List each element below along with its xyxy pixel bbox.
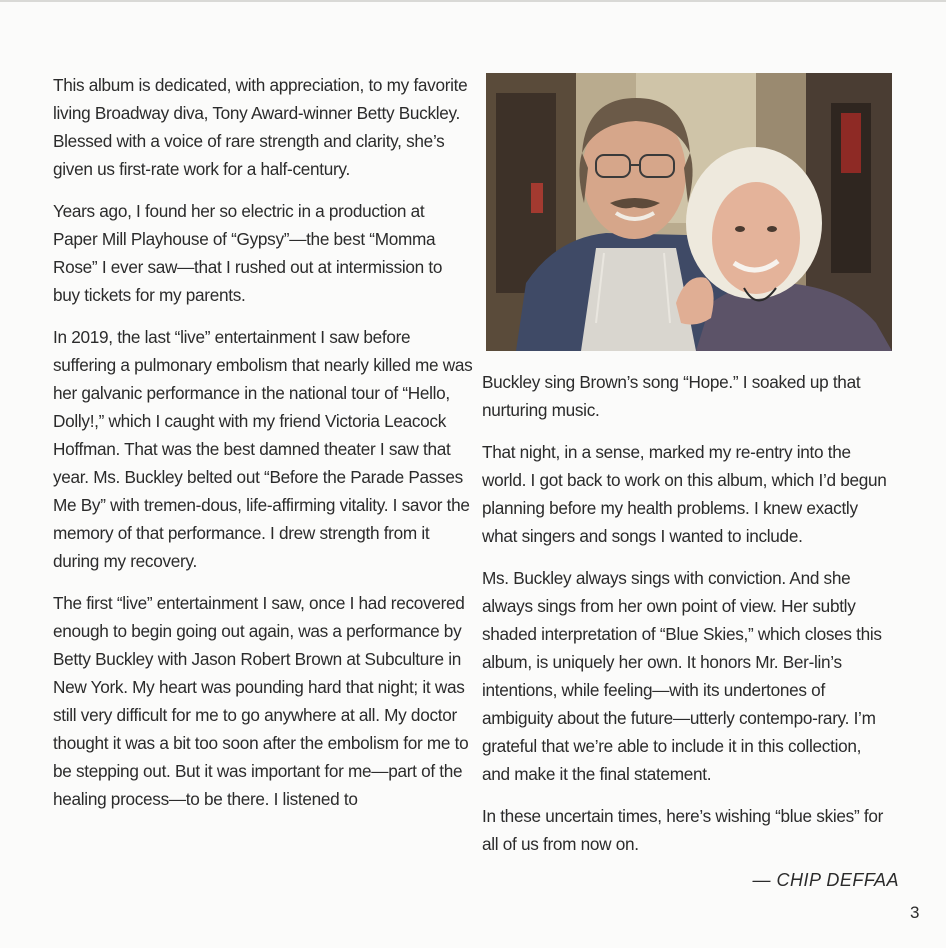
paragraph-hope: Buckley sing Brown’s song “Hope.” I soaked up that nurturing music. xyxy=(482,372,861,420)
photo-two-people xyxy=(486,73,892,351)
paragraph-hello-dolly: In 2019, the last “live” entertainment I saw before suffering a pulmonary embolism that nearly killed me was her galvanic performance in the national tour of “Hello, Dolly!,” which I caught with my friend Victoria Leacock Hoffman. That was the best damned theater I saw that year. Ms. Buckley belted out “Before the Parade Passes Me By” with tremen-dous, life-affirming vitality. I savor the memory of that performance. I drew strength from it during my recovery. xyxy=(53,327,473,571)
author-signature: — CHIP DEFFAA xyxy=(752,870,899,890)
left-text-column xyxy=(53,71,473,827)
paragraph-re-entry: That night, in a sense, marked my re-entry into the world. I got back to work on this album, which I’d begun planning before my health problems. I knew exactly what singers and songs I wanted to include. xyxy=(482,442,887,546)
paragraph-gypsy: Years ago, I found her so electric in a production at Paper Mill Playhouse of “Gypsy”—the best “Momma Rose” I ever saw—that I rushed out at intermission to buy tickets for my parents. xyxy=(53,201,443,305)
paragraph-closing: In these uncertain times, here’s wishing “blue skies” for all of us from now on. xyxy=(482,806,884,854)
page-number: 3 xyxy=(910,903,920,922)
paragraph-dedication: This album is dedicated, with appreciation, to my favorite living Broadway diva, Tony Award-winner Betty Buckley. Blessed with a voice of rare strength and clarity, she’s given us first-rate work for a half-century. xyxy=(53,75,468,179)
page-edge xyxy=(0,0,946,2)
paragraph-blue-skies: Ms. Buckley always sings with conviction. And she always sings from her own point of view. Her subtly shaded interpretation of “Blue Skies,” which closes this album, is uniquely her own. It honors Mr. Ber-lin’s intentions, while feeling—with its undertones of ambiguity about the future—utterly contempo-rary. I’m grateful that we’re able to include it in this collection, and make it the final statement. xyxy=(482,568,882,784)
right-text-column xyxy=(482,368,892,872)
paragraph-subculture: The first “live” entertainment I saw, once I had recovered enough to begin going out again, was a performance by Betty Buckley with Jason Robert Brown at Subculture in New York. My heart was pounding hard that night; it was still very difficult for me to go anywhere at all. My doctor thought it was a bit too soon after the embolism for me to be stepping out. But it was important for me—part of the healing process—to be there. I listened to xyxy=(53,593,469,809)
